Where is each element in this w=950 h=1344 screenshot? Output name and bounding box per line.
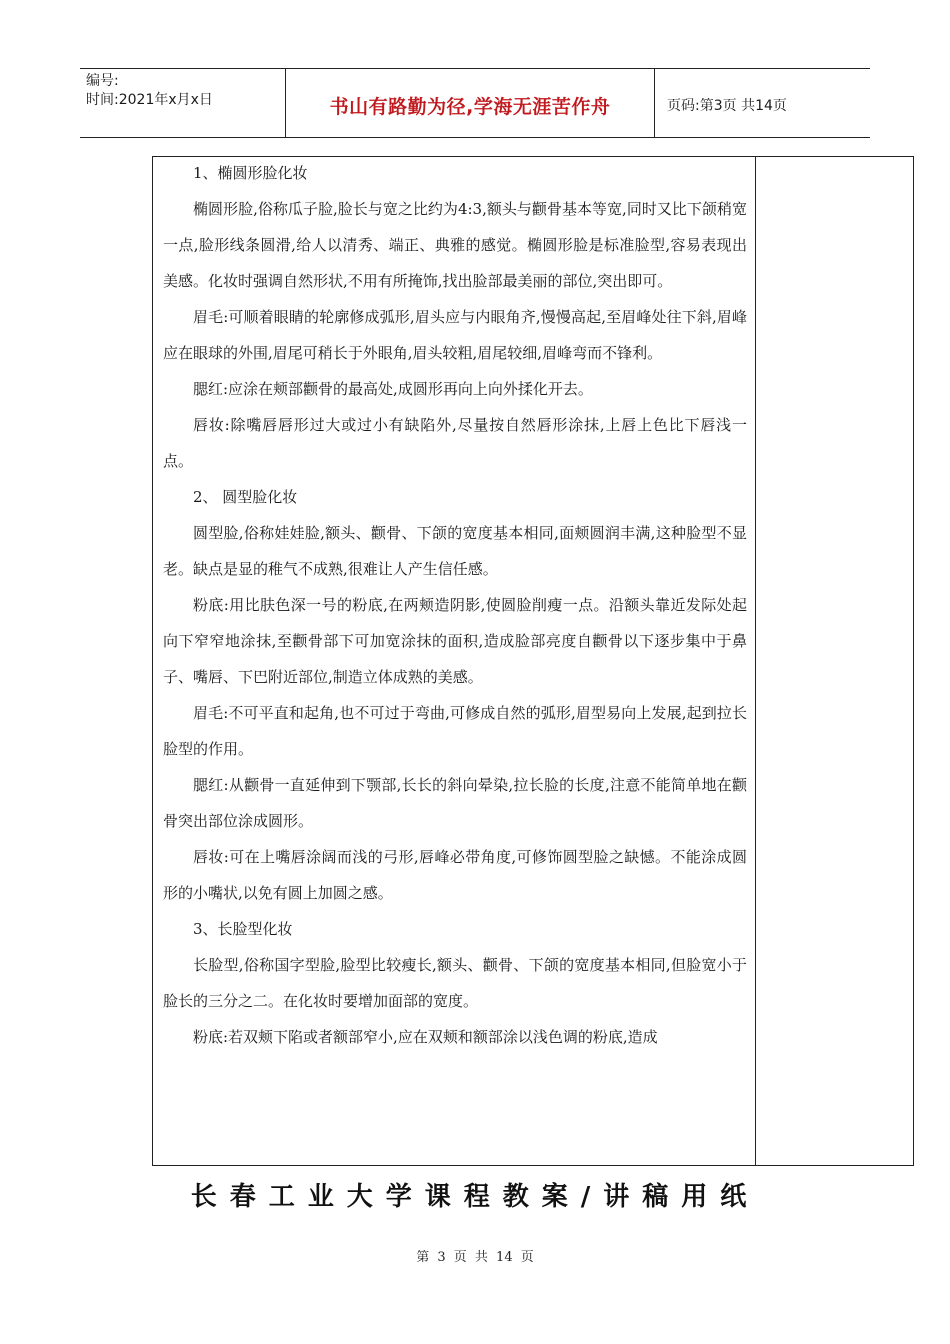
paragraph-oval-intro: 椭圆形脸,俗称瓜子脸,脸长与宽之比约为4:3,额头与颧骨基本等宽,同时又比下颌稍宽一点,脸形线条圆滑,给人以清秀、端正、典雅的感觉。椭圆形脸是标准脸型,容易表现出美感。化妆时强调自然形状,不用有所掩饰,找出脸部最美丽的部位,突出即可。 [163, 200, 747, 290]
section-heading-round: 2、 圆型脸化妆 [193, 488, 298, 506]
paragraph-oval-eyebrow: 眉毛:可顺着眼睛的轮廓修成弧形,眉头应与内眼角齐,慢慢高起,至眉峰处往下斜,眉峰应在眼球的外围,眉尾可稍长于外眼角,眉头较粗,眉尾较细,眉峰弯而不锋利。 [163, 308, 747, 362]
paragraph-round-lip: 唇妆:可在上嘴唇涂阔而浅的弓形,唇峰必带角度,可修饰圆型脸之缺憾。不能涂成圆形的小嘴状,以免有圆上加圆之感。 [163, 848, 747, 902]
page-header [80, 68, 870, 138]
paragraph-round-foundation: 粉底:用比肤色深一号的粉底,在两颊造阴影,使圆脸削瘦一点。沿额头靠近发际处起向下窄窄地涂抹,至颧骨部下可加宽涂抹的面积,造成脸部亮度自颧骨以下逐步集中于鼻子、嘴唇、下巴附近部位,制造立体成熟的美感。 [163, 596, 747, 686]
section-heading-long: 3、长脸型化妆 [193, 920, 293, 938]
paragraph-long-foundation: 粉底:若双颊下陷或者额部窄小,应在双颊和额部涂以浅色调的粉底,造成 [193, 1028, 658, 1046]
header-motto: 书山有路勤为径,学海无涯苦作舟 [285, 69, 655, 137]
footer-title: 长春工业大学课程教案/讲稿用纸 [190, 1182, 760, 1212]
header-page-info: 页码:第3页 共14页 [667, 98, 787, 114]
paragraph-round-intro: 圆型脸,俗称娃娃脸,额头、颧骨、下颌的宽度基本相同,面颊圆润丰满,这种脸型不显老。缺点是显的稚气不成熟,很难让人产生信任感。 [163, 524, 747, 578]
content-table [152, 156, 914, 1166]
page-number: 第 3 页 共 14 页 [416, 1250, 534, 1265]
paragraph-long-intro: 长脸型,俗称国字型脸,脸型比较瘦长,额头、颧骨、下颌的宽度基本相同,但脸宽小于脸长的三分之二。在化妆时要增加面部的宽度。 [163, 956, 747, 1010]
date-label: 时间:2021年x月x日 [86, 92, 213, 108]
notes-cell [756, 157, 913, 1165]
number-label: 编号: [86, 73, 119, 89]
paragraph-round-eyebrow: 眉毛:不可平直和起角,也不可过于弯曲,可修成自然的弧形,眉型易向上发展,起到拉长脸型的作用。 [163, 704, 747, 758]
paragraph-round-blush: 腮红:从颧骨一直延伸到下颚部,长长的斜向晕染,拉长脸的长度,注意不能简单地在颧骨突出部位涂成圆形。 [163, 776, 747, 830]
paragraph-oval-blush: 腮红:应涂在颊部颧骨的最高处,成圆形再向上向外揉化开去。 [193, 380, 593, 398]
paragraph-oval-lip: 唇妆:除嘴唇唇形过大或过小有缺陷外,尽量按自然唇形涂抹,上唇上色比下唇浅一点。 [163, 416, 747, 470]
section-heading-oval: 1、椭圆形脸化妆 [193, 164, 308, 182]
header-meta [80, 69, 285, 137]
content-cell [153, 157, 756, 1165]
